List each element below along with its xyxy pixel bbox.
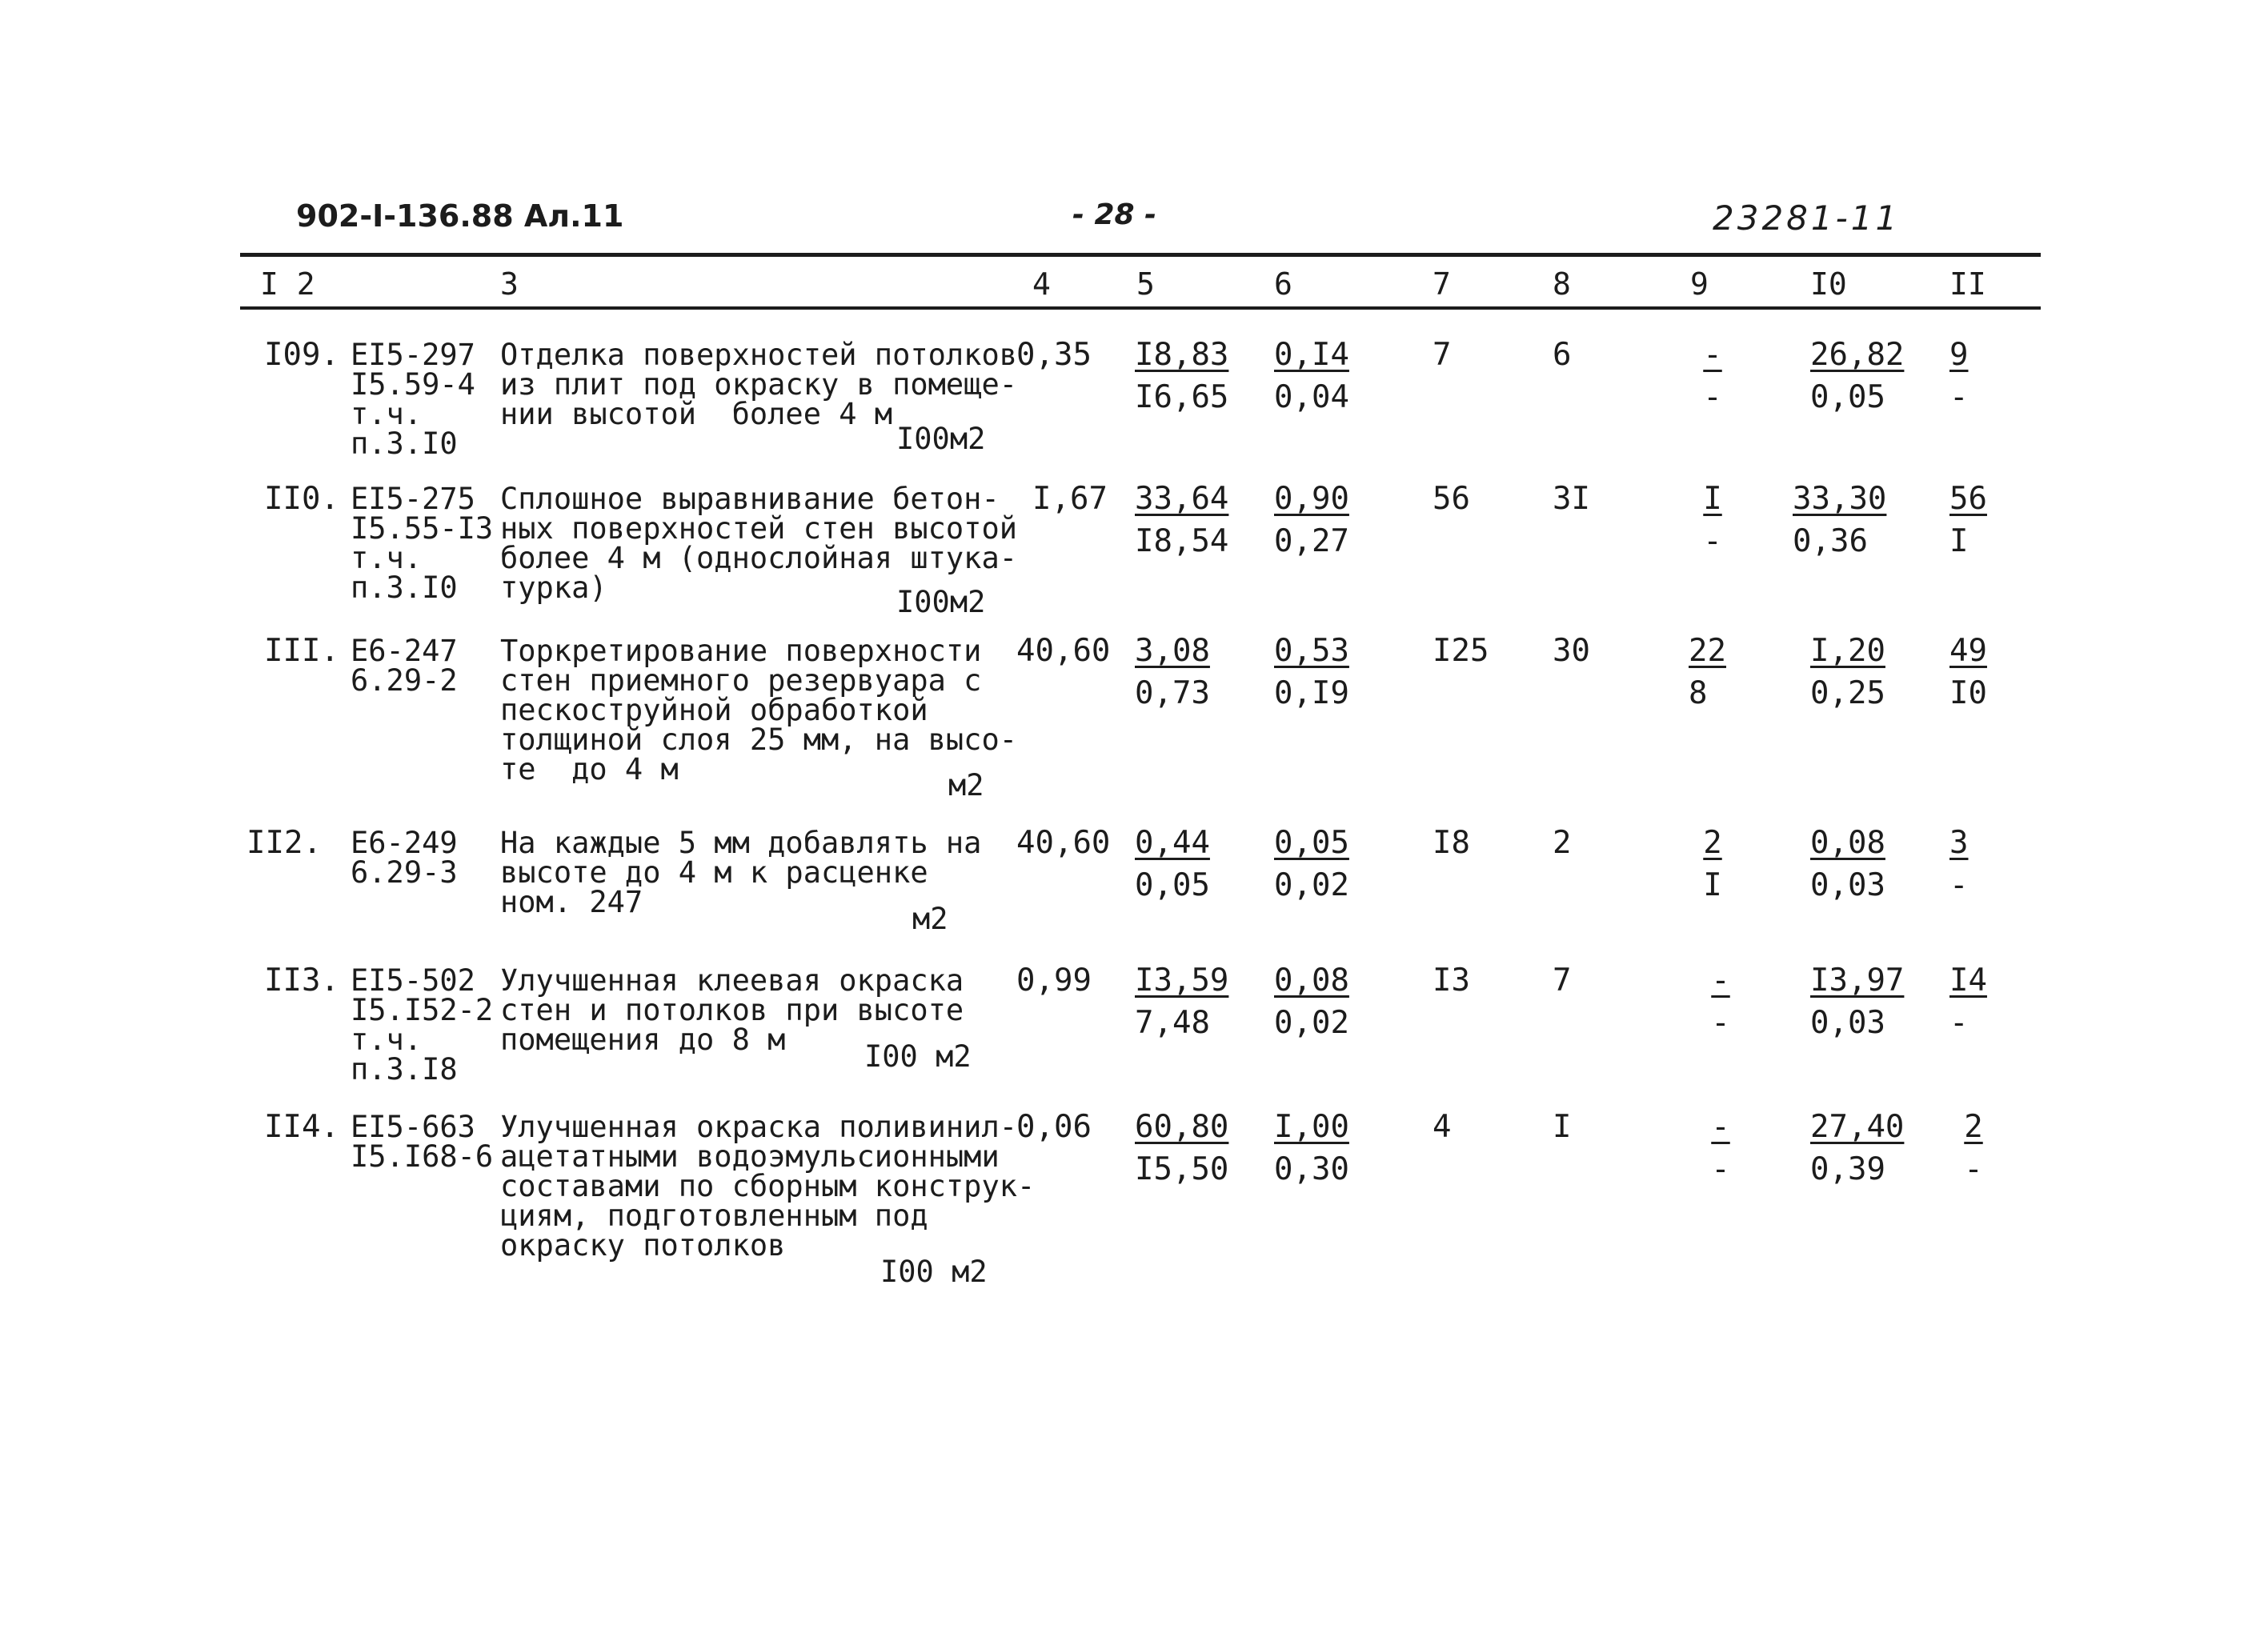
row-quantity: 40,60 <box>1016 633 1111 669</box>
column-header-8: 8 <box>1553 266 1571 302</box>
row-unit: м2 <box>912 902 948 936</box>
row-col11: 3 - <box>1949 825 1969 903</box>
row-quantity: I,67 <box>1032 481 1108 517</box>
row-col6: $\frac{0,08}{0,02}$ <box>1274 963 1349 1041</box>
row-description: Улучшенная клеевая окраска стен и потолков при высоте помещения до 8 м <box>500 963 964 1057</box>
column-header-5: 5 <box>1136 266 1155 302</box>
row-unit: I00 м2 <box>864 1039 972 1074</box>
column-header-9: 9 <box>1690 266 1709 302</box>
row-number: III. <box>264 633 339 669</box>
row-col7: 56 <box>1433 481 1470 517</box>
row-col7: 7 <box>1433 337 1452 373</box>
row-col9: - - <box>1703 337 1722 415</box>
column-header-10: I0 <box>1810 266 1847 302</box>
row-col5: $\frac{0,44}{0,05}$ <box>1135 825 1210 903</box>
row-col10: $\frac{27,40}{0,39}$ <box>1810 1109 1905 1187</box>
row-number: II3. <box>264 963 339 999</box>
row-col11: 9 - <box>1949 337 1969 415</box>
row-col10: $\frac{I,20}{0,25}$ <box>1810 633 1885 711</box>
row-col8: 6 <box>1553 337 1572 373</box>
row-col11: $\frac{56}{I}$ <box>1949 481 1987 559</box>
row-unit: I00м2 <box>896 585 986 619</box>
row-col7: I8 <box>1433 825 1470 861</box>
row-col10: $\frac{I3,97}{0,03}$ <box>1810 963 1905 1041</box>
table-header-rule <box>240 306 2041 310</box>
row-col9: - - <box>1711 963 1730 1041</box>
row-col6: $\frac{0,I4}{0,04}$ <box>1274 337 1349 415</box>
row-col10: $\frac{26,82}{0,05}$ <box>1810 337 1905 415</box>
column-header-11: II <box>1949 266 1986 302</box>
row-col5: $\frac{I8,83}{I6,65}$ <box>1135 337 1229 415</box>
row-description: На каждые 5 мм добавлять на высоте до 4 м к расценке ном. 247 <box>500 826 982 919</box>
row-col8: 3I <box>1553 481 1590 517</box>
row-col7: 4 <box>1433 1109 1452 1145</box>
row-col7: I25 <box>1433 633 1489 669</box>
row-unit: I00 м2 <box>880 1255 988 1289</box>
row-col6: $\frac{I,00}{0,30}$ <box>1274 1109 1349 1187</box>
row-col8: I <box>1553 1109 1572 1145</box>
row-col10: $\frac{33,30}{0,36}$ <box>1793 481 1887 559</box>
row-quantity: 0,35 <box>1016 337 1092 373</box>
column-header-6: 6 <box>1274 266 1292 302</box>
row-col6: $\frac{0,90}{0,27}$ <box>1274 481 1349 559</box>
row-col5: $\frac{3,08}{0,73}$ <box>1135 633 1210 711</box>
row-col8: 7 <box>1553 963 1572 999</box>
row-code: EI5-275 I5.55-I3 т.ч. п.3.I0 <box>351 482 494 605</box>
row-number: II0. <box>264 481 339 517</box>
row-col9: - - <box>1711 1109 1730 1187</box>
row-col8: 30 <box>1553 633 1590 669</box>
row-number: II2. <box>246 825 322 861</box>
row-col11: $\frac{49}{I0}$ <box>1949 633 1987 711</box>
row-col8: 2 <box>1553 825 1572 861</box>
column-header-1-2: I 2 <box>260 266 315 302</box>
row-col5: $\frac{60,80}{I5,50}$ <box>1135 1109 1229 1187</box>
row-code: EI5-502 I5.I52-2 т.ч. п.3.I8 <box>351 963 494 1087</box>
row-description: Отделка поверхностей потолков из плит под окраску в помеще- нии высотой более 4 м <box>500 338 1018 431</box>
row-col5: $\frac{I3,59}{7,48}$ <box>1135 963 1229 1041</box>
row-code: EI5-663 I5.I68-6 <box>351 1110 494 1174</box>
row-col5: $\frac{33,64}{I8,54}$ <box>1135 481 1229 559</box>
row-col6: $\frac{0,05}{0,02}$ <box>1274 825 1349 903</box>
row-col9: I - <box>1703 481 1722 559</box>
row-quantity: 0,06 <box>1016 1109 1092 1145</box>
row-quantity: 40,60 <box>1016 825 1111 861</box>
row-number: I09. <box>264 337 339 373</box>
row-description: Улучшенная окраска поливинил- ацетатными водоэмульсионными составами по сборным конструк- циям, подготовленным под окраску потолков <box>500 1110 1036 1263</box>
row-col11: 2 - <box>1964 1109 1983 1187</box>
row-code: E6-249 6.29-3 <box>351 826 458 890</box>
column-header-3: 3 <box>500 266 519 302</box>
row-quantity: 0,99 <box>1016 963 1092 999</box>
row-col7: I3 <box>1433 963 1470 999</box>
row-code: EI5-297 I5.59-4 т.ч. п.3.I0 <box>351 338 475 461</box>
row-col6: $\frac{0,53}{0,I9}$ <box>1274 633 1349 711</box>
row-unit: I00м2 <box>896 422 986 456</box>
page-number: - 28 - <box>1072 198 1157 231</box>
column-header-4: 4 <box>1032 266 1051 302</box>
column-header-7: 7 <box>1433 266 1451 302</box>
row-unit: м2 <box>948 768 984 802</box>
inventory-code: 23281-11 <box>1713 198 1901 238</box>
row-col10: $\frac{0,08}{0,03}$ <box>1810 825 1885 903</box>
row-number: II4. <box>264 1109 339 1145</box>
row-description: Торкретирование поверхности стен приемного резервуара с пескоструйной обработкой толщиной слоя 25 мм, на высо- те до 4 м <box>500 634 1018 786</box>
row-col9: $\frac{22}{8}$ <box>1689 633 1726 711</box>
table-top-rule <box>240 253 2041 257</box>
row-col11: I4 - <box>1949 963 1987 1041</box>
document-number: 902-I-136.88 Ал.11 <box>296 198 624 234</box>
row-col9: $\frac{2}{I}$ <box>1703 825 1722 903</box>
row-code: E6-247 6.29-2 <box>351 634 458 698</box>
row-description: Сплошное выравнивание бетон- ных поверхностей стен высотой более 4 м (однослойная штука- турка) <box>500 482 1018 605</box>
